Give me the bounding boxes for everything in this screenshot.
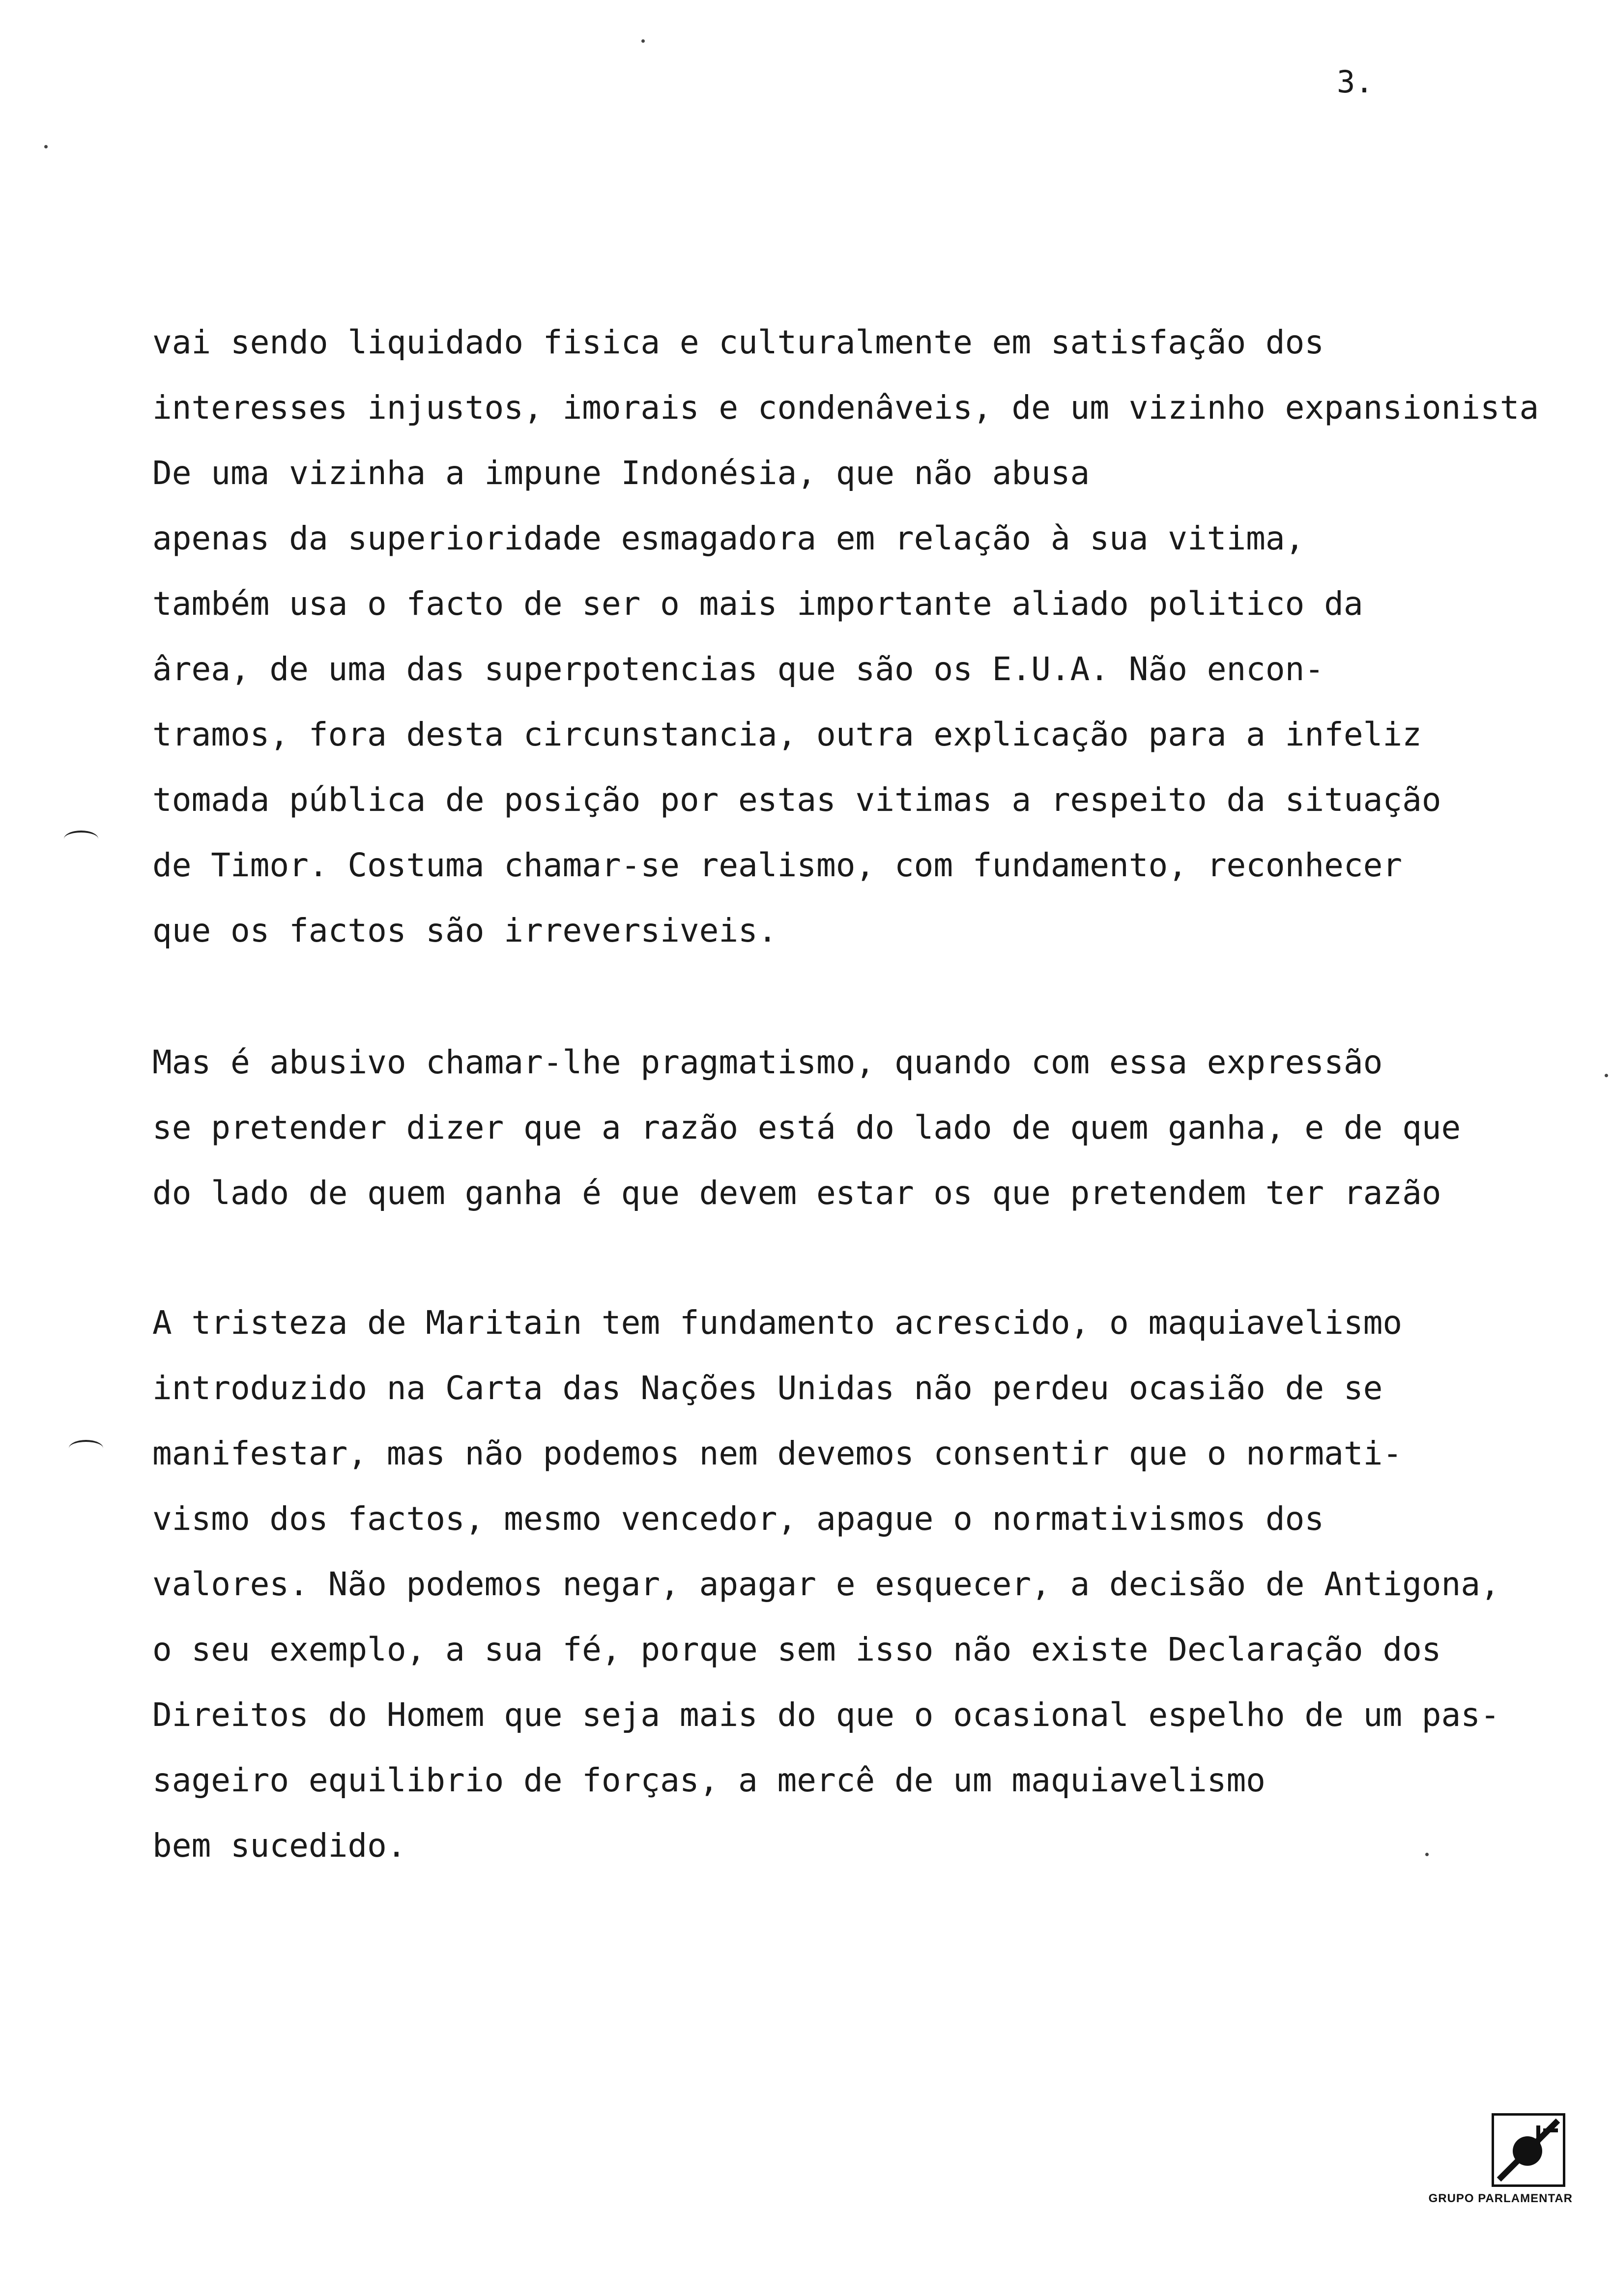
- text-line: manifestar, mas não podemos nem devemos consentir que o normati-: [152, 1435, 1403, 1472]
- speck: [1605, 1074, 1608, 1077]
- text-line: Direitos do Homem que seja mais do que o ocasional espelho de um pas-: [152, 1696, 1500, 1734]
- text-line: também usa o facto de ser o mais importante aliado politico da: [152, 585, 1363, 623]
- paragraph: [152, 1030, 1461, 1226]
- text-line: do lado de quem ganha é que devem estar os que pretendem ter razão: [152, 1174, 1441, 1212]
- text-line: de Timor. Costuma chamar-se realismo, com fundamento, reconhecer: [152, 846, 1403, 884]
- text-line: vismo dos factos, mesmo vencedor, apague o normativismos dos: [152, 1500, 1324, 1538]
- logo: [1371, 2113, 1573, 2206]
- text-line: tramos, fora desta circunstancia, outra explicação para a infeliz: [152, 716, 1422, 753]
- grupo-parlamentar-logo-icon: [1492, 2113, 1565, 2187]
- text-line: introduzido na Carta das Nações Unidas não perdeu ocasião de se: [152, 1369, 1383, 1407]
- text-line: bem sucedido.: [152, 1827, 406, 1865]
- text-line: tomada pública de posição por estas vitimas a respeito da situação: [152, 781, 1441, 819]
- logo-caption: GRUPO PARLAMENTAR: [1428, 2192, 1573, 2205]
- text-line: o seu exemplo, a sua fé, porque sem isso não existe Declaração dos: [152, 1631, 1441, 1668]
- text-line: vai sendo liquidado fisica e culturalmente em satisfação dos: [152, 323, 1324, 361]
- speck: [641, 39, 645, 43]
- logo-mark-icon: [1494, 2116, 1563, 2184]
- text-line: se pretender dizer que a razão está do lado de quem ganha, e de que: [152, 1109, 1461, 1147]
- text-line: ârea, de uma das superpotencias que são os E.U.A. Não encon-: [152, 650, 1324, 688]
- text-line: interesses injustos, imorais e condenâveis, de um vizinho expansionista: [152, 389, 1539, 427]
- margin-mark: [64, 831, 98, 847]
- text-line: Mas é abusivo chamar-lhe pragmatismo, quando com essa expressão: [152, 1043, 1383, 1081]
- text-line: A tristeza de Maritain tem fundamento acrescido, o maquiavelismo: [152, 1304, 1403, 1342]
- text-line: De uma vizinha a impune Indonésia, que não abusa: [152, 454, 1090, 492]
- speck: [44, 145, 48, 148]
- paragraph: [152, 310, 1539, 963]
- paragraph: [152, 1290, 1500, 1878]
- page-number: 3.: [1337, 64, 1374, 100]
- margin-mark: [69, 1440, 103, 1457]
- text-line: que os factos são irreversiveis.: [152, 912, 777, 949]
- text-line: apenas da superioridade esmagadora em relação à sua vitima,: [152, 519, 1305, 557]
- text-line: sageiro equilibrio de forças, a mercê de um maquiavelismo: [152, 1761, 1266, 1799]
- text-line: valores. Não podemos negar, apagar e esquecer, a decisão de Antigona,: [152, 1565, 1500, 1603]
